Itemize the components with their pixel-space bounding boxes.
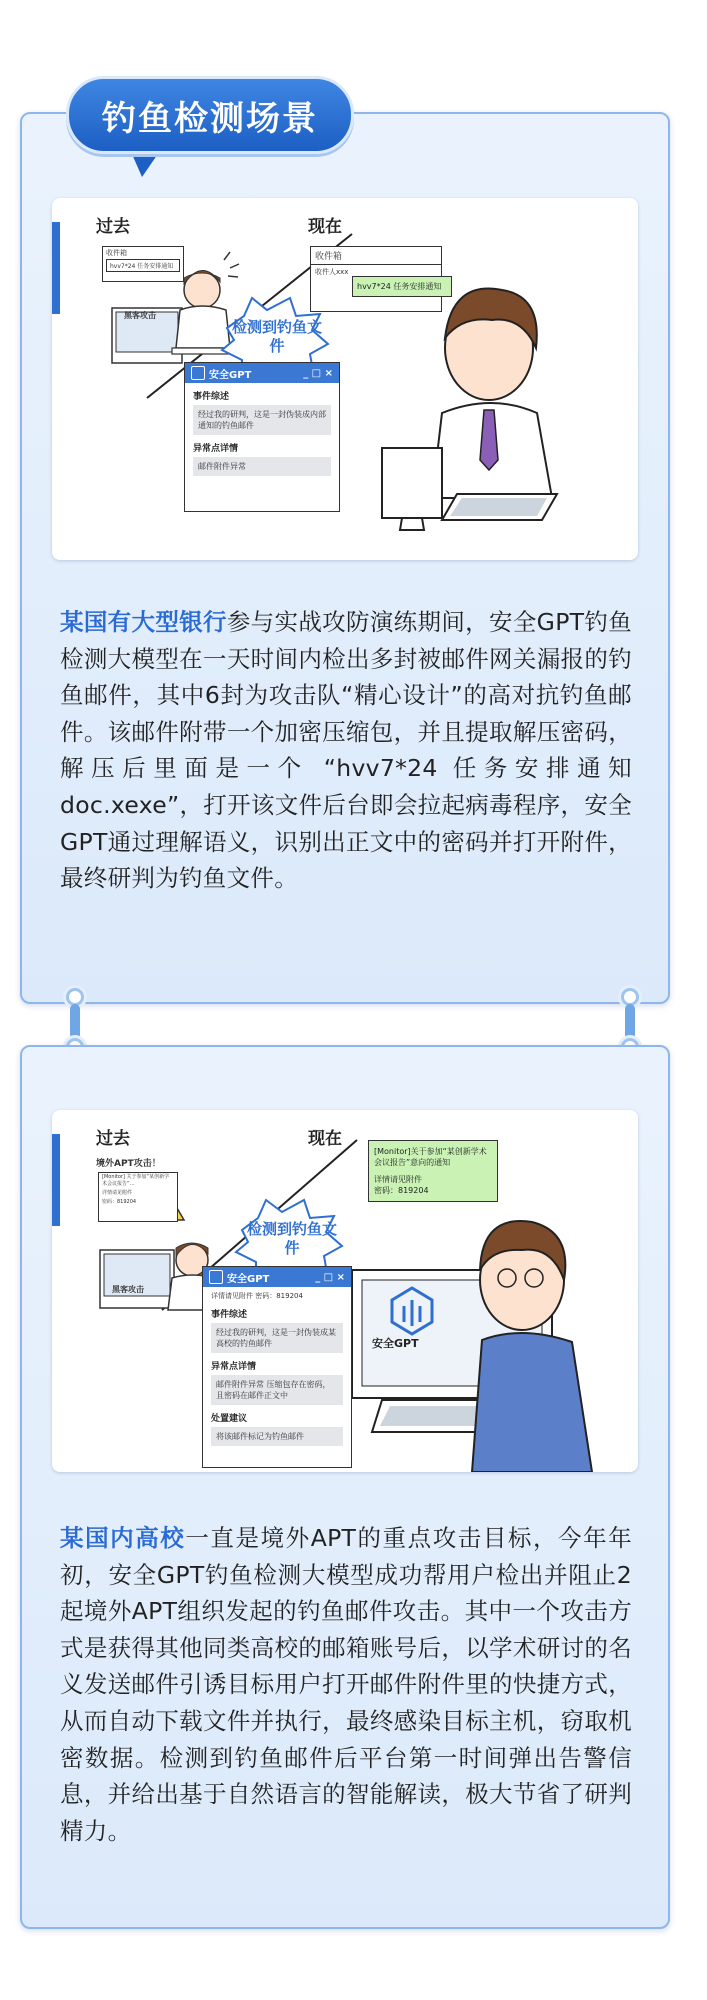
suggestion-body: 将该邮件标记为钓鱼邮件 <box>211 1427 343 1446</box>
present-label: 现在 <box>308 1129 342 1149</box>
gpt-window-header <box>203 1267 351 1287</box>
present-monitor-stand <box>400 518 424 530</box>
present-person-tie <box>480 410 498 470</box>
case-description-1 <box>60 604 632 897</box>
past-mail-line3: 密码：819204 <box>102 1199 137 1205</box>
case-text-1: 参与实战攻防演练期间，安全GPT钓鱼检测大模型在一天时间内检出多封被邮件网关漏报的钓鱼邮件，其中6封为攻击队“精心设计”的高对抗钓鱼邮件。该邮件附带一个加密压缩包，并且提取解压密码，解压后里面是一个 “hvv7*24 任务安排通知 doc.xexe”，打开该文件后台即会拉起病毒程序，安全GPT通过理解语义，识别出正文中的密码并打开附件，最终研判为钓鱼文件。 <box>60 608 632 893</box>
phishing-mail-item[interactable] <box>368 1140 498 1202</box>
event-summary-title: 事件综述 <box>211 1310 248 1320</box>
anomaly-body: 邮件附件异常 压缩包存在密码，且密码在邮件正文中 <box>211 1375 343 1405</box>
window-controls-icon[interactable]: _ □ × <box>315 1271 345 1283</box>
case-text-2: 一直是境外APT的重点攻击目标，今年年初，安全GPT钓鱼检测大模型成功帮用户检出并阻止2起境外APT组织发起的钓鱼邮件攻击。其中一个攻击方式是获得其他同类高校的邮箱账号后，以学术研讨的名义发送邮件引诱目标用户打开邮件附件里的快捷方式，从而自动下载文件并执行，最终感染目标主机，窃取机密数据。检测到钓鱼邮件后平台第一时间弹出告警信息，并给出基于自然语言的智能解读，极大节省了研判精力。 <box>60 1524 632 1845</box>
past-alarm-marks <box>224 252 239 277</box>
event-summary-body: 经过我的研判，这是一封伪装成某高校的钓鱼邮件 <box>211 1323 343 1353</box>
illustration-panel-2 <box>52 1110 638 1472</box>
past-mail-window <box>102 246 184 282</box>
detect-text: 检测到钓鱼文件 <box>232 318 323 355</box>
past-person-body <box>176 306 230 348</box>
anomaly-title: 异常点详情 <box>193 444 239 454</box>
past-label: 过去 <box>96 217 130 237</box>
illustration-panel-1 <box>52 198 638 560</box>
past-mail-window <box>98 1172 178 1222</box>
present-label: 现在 <box>308 217 342 237</box>
past-mail-text: hvv7*24 任务安排通知 <box>106 259 180 272</box>
event-summary-title: 事件综述 <box>193 392 230 402</box>
suggestion-title: 处置建议 <box>211 1414 248 1424</box>
gpt-logo-icon <box>209 1270 223 1284</box>
recipient-text: 收件人xxx <box>311 264 441 279</box>
mail-subject: [Monitor]关于参加“某创新学术会议报告”意向的通知 <box>374 1147 487 1167</box>
gpt-logo-icon <box>191 366 205 380</box>
past-label: 过去 <box>96 1129 130 1149</box>
present-monitor <box>382 448 442 518</box>
case-highlight-2: 某国内高校 <box>60 1524 186 1552</box>
case-description-2 <box>60 1520 632 1849</box>
gpt-window <box>202 1266 352 1468</box>
gpt-window-title: 安全GPT <box>209 369 252 381</box>
past-warning-label: 黑客攻击 <box>124 311 156 320</box>
past-alert-text: 境外APT攻击！ <box>96 1159 161 1169</box>
event-summary-body: 经过我的研判，这是一封伪装成内部通知的钓鱼邮件 <box>193 405 331 435</box>
gpt-window-title: 安全GPT <box>227 1273 270 1285</box>
case-highlight-1: 某国有大型银行 <box>60 608 227 636</box>
present-keyboard-keys <box>450 498 547 516</box>
inbox-label: 收件箱 <box>315 252 343 262</box>
past-mail-line2: 详情请见附件 <box>102 1190 133 1196</box>
past-warning-label: 黑客攻击 <box>112 1285 144 1294</box>
brand-name: 安全GPT <box>372 1337 419 1350</box>
section-title: 钓鱼检测场景 <box>66 76 354 154</box>
past-mail-line1: [Monitor] 关于参加“某创新学术会议报告”… <box>102 1174 170 1187</box>
mail-line2: 详情请见附件 <box>374 1175 422 1184</box>
phishing-mail-item[interactable]: hvv7*24 任务安排通知 <box>352 276 452 297</box>
mail-line3: 密码：819204 <box>374 1186 429 1195</box>
detect-text: 检测到钓鱼文件 <box>247 1220 338 1257</box>
gpt-window <box>184 362 340 512</box>
present-person-body <box>472 1333 592 1472</box>
anomaly-title: 异常点详情 <box>211 1362 257 1372</box>
window-controls-icon[interactable]: _ □ × <box>303 367 333 379</box>
anomaly-body: 邮件附件异常 <box>193 457 331 476</box>
gpt-window-header <box>185 363 339 383</box>
window-top-text: 详情请见附件 密码：819204 <box>211 1292 303 1300</box>
past-inbox-label: 收件箱 <box>106 249 127 257</box>
